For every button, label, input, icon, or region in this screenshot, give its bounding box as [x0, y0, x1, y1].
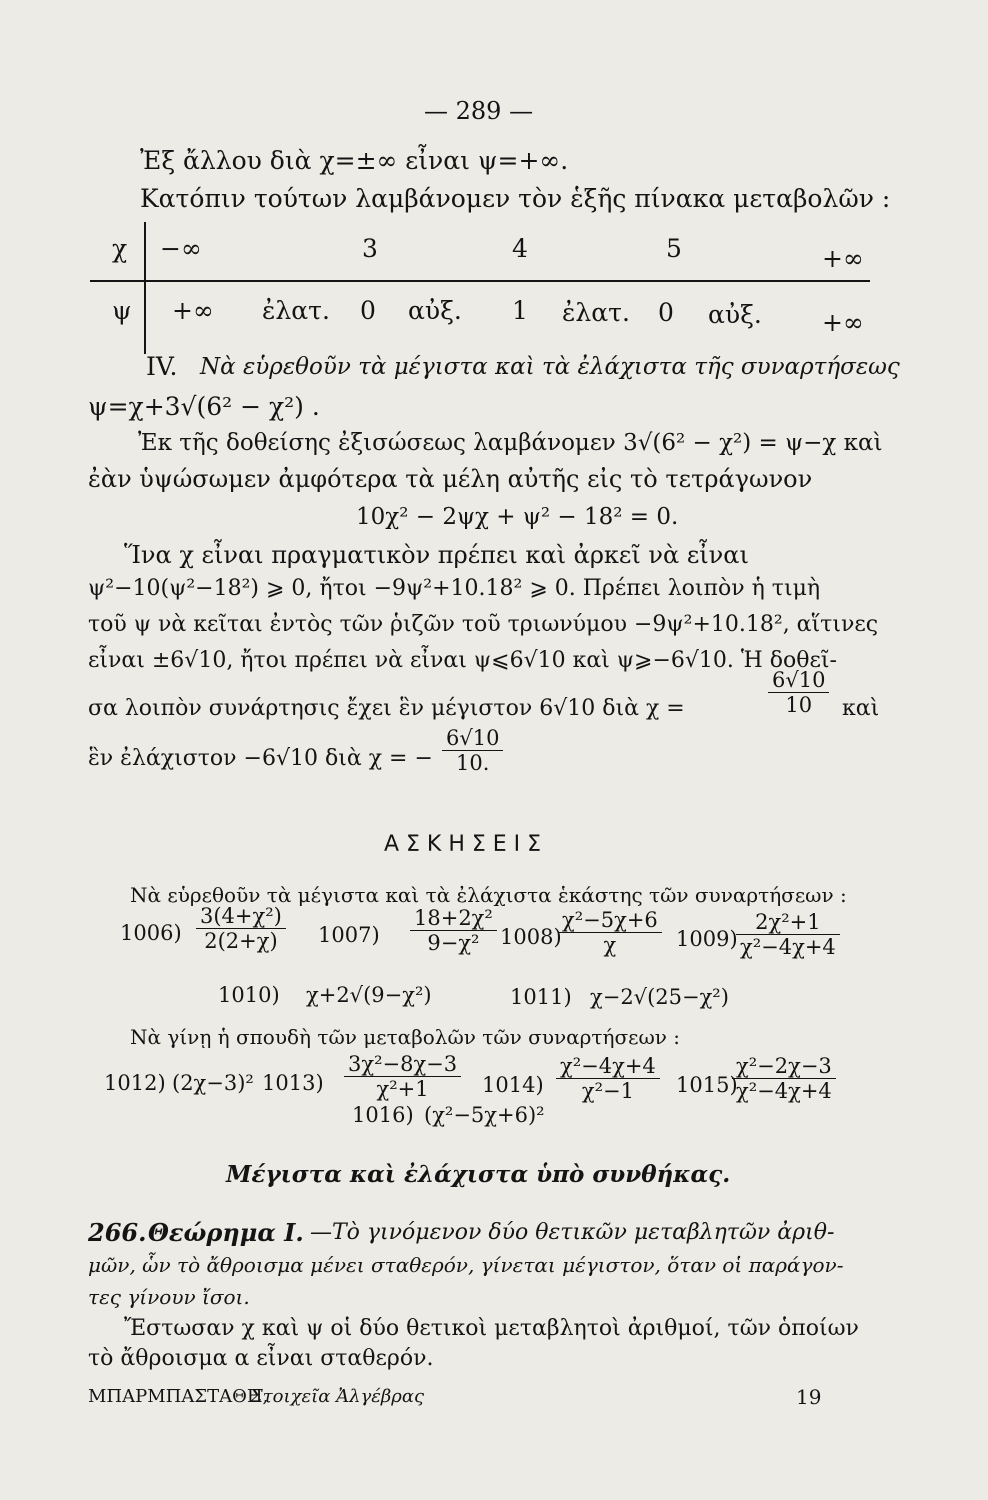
table-row-psi-cell: 0 [360, 296, 376, 325]
fraction-denominator: 9−χ² [427, 931, 480, 955]
table-row-x-label: χ [112, 234, 128, 263]
table-row-x-cell: 3 [362, 234, 378, 263]
exercise-1013 [344, 1052, 461, 1101]
footer-book-title: Στοιχεῖα Ἀλγέβρας [250, 1386, 425, 1407]
exercise-1012: (2χ−3)² [172, 1071, 254, 1095]
table-row-psi-cell: 1 [512, 296, 528, 325]
table-row-psi-cell: 0 [658, 298, 674, 327]
exercise-1008 [558, 908, 662, 957]
theorem-statement: μῶν, ὧν τὸ ἄθροισμα μένει σταθερόν, γίνεται μέγιστον, ὅταν οἱ παράγον- [88, 1253, 844, 1277]
fraction-denominator: 10. [456, 751, 490, 775]
theorem-statement: τες γίνουν ἴσοι. [88, 1285, 250, 1309]
table-row-x-cell: 4 [512, 234, 528, 263]
exercise-label: 1009) [676, 927, 738, 951]
fraction-denominator: χ²−4χ+4 [736, 1079, 832, 1103]
table-row-psi-cell: αὐξ. [408, 296, 462, 325]
table-horizontal-rule [90, 280, 870, 282]
section-iv-line: ψ²−10(ψ²−18²) ⩾ 0, ἤτοι −9ψ²+10.18² ⩾ 0. Πρέπει λοιπὸν ἡ τιμὴ [88, 576, 821, 601]
fraction-denominator: χ²−1 [581, 1079, 634, 1103]
section-iv-line: σα λοιπὸν συνάρτησις ἔχει ἓν μέγιστον 6√10 διὰ χ = [88, 696, 685, 721]
fraction-numerator: 6√10 [768, 668, 829, 693]
table-row-x-cell: +∞ [822, 244, 864, 273]
section-iv-line: Ἵνα χ εἶναι πραγματικὸν πρέπει καὶ ἀρκεῖ νὰ εἶναι [124, 541, 749, 569]
exercise-1014 [556, 1054, 660, 1103]
exercise-label: 1011) [510, 985, 572, 1009]
exercise-label: 1013) [262, 1071, 324, 1095]
exercise-label: 1014) [482, 1073, 544, 1097]
exercise-label: 1006) [120, 921, 182, 945]
table-row-x-cell: −∞ [160, 234, 202, 263]
exercise-1010: χ+2√(9−χ²) [306, 983, 432, 1007]
fraction-max-point [768, 668, 829, 717]
exercise-label: 1012) [104, 1071, 166, 1095]
exercises-intro: Νὰ εὑρεθοῦν τὰ μέγιστα καὶ τὰ ἐλάχιστα ἑκάστης τῶν συναρτήσεων : [130, 883, 847, 907]
table-row-psi-cell: +∞ [172, 296, 214, 325]
fraction-numerator: 3(4+χ²) [196, 904, 286, 929]
exercise-label: 1015) [676, 1073, 738, 1097]
fraction-numerator: 18+2χ² [410, 906, 497, 931]
fraction-denominator: 2(2+χ) [204, 929, 278, 953]
section-iv-line: εἶναι ±6√10, ἤτοι πρέπει νὰ εἶναι ψ⩽6√10 καὶ ψ⩾−6√10. Ἡ δοθεῖ- [88, 648, 837, 673]
section-iv-line: ἓν ἐλάχιστον −6√10 διὰ χ = − [88, 746, 433, 771]
theorem-body: Ἔστωσαν χ καὶ ψ οἱ δύο θετικοὶ μεταβλητοὶ ἀριθμοί, τῶν ὁποίων [124, 1316, 859, 1341]
fraction-numerator: χ²−4χ+4 [556, 1054, 660, 1079]
section-iv-line: καὶ [842, 696, 880, 721]
fraction-denominator: χ²+1 [376, 1077, 429, 1101]
footer-author: ΜΠΑΡΜΠΑΣΤΑΘΗ, [88, 1386, 269, 1407]
section-iv-line: Ἐκ τῆς δοθείσης ἐξισώσεως λαμβάνομεν 3√(6² − χ²) = ψ−χ καὶ [138, 430, 883, 456]
exercise-label: 1008) [500, 925, 562, 949]
exercise-1011: χ−2√(25−χ²) [590, 985, 729, 1009]
fraction-numerator: χ²−2χ−3 [732, 1054, 836, 1079]
section-heading: Μέγιστα καὶ ἐλάχιστα ὑπὸ συνθήκας. [226, 1161, 731, 1188]
section-iv-title: Νὰ εὑρεθοῦν τὰ μέγιστα καὶ τὰ ἐλάχιστα τῆς συναρτήσεως [200, 354, 900, 380]
fraction-numerator: χ²−5χ+6 [558, 908, 662, 933]
table-row-psi-label: ψ [112, 296, 132, 325]
table-row-x-cell: 5 [666, 234, 682, 263]
section-iv-number: IV. [146, 352, 178, 381]
fraction-numerator: 6√10 [442, 726, 503, 751]
theorem-body: τὸ ἄθροισμα α εἶναι σταθερόν. [88, 1346, 434, 1371]
table-intro-line-2: Κατόπιν τούτων λαμβάνομεν τὸν ἑξῆς πίνακα μεταβολῶν : [140, 184, 891, 213]
exercise-label: 1016) [352, 1103, 414, 1127]
exercise-1006 [196, 904, 286, 953]
table-vertical-rule [144, 222, 146, 354]
section-iv-function: ψ=χ+3√(6² − χ²) . [88, 392, 320, 421]
section-iv-line: ἐὰν ὑψώσωμεν ἀμφότερα τὰ μέλη αὐτῆς εἰς τὸ τετράγωνον [88, 465, 813, 493]
fraction-denominator: χ [603, 933, 617, 957]
exercise-1016: (χ²−5χ+6)² [424, 1103, 545, 1127]
exercise-label: 1007) [318, 923, 380, 947]
footer-sheet-number: 19 [796, 1385, 822, 1409]
exercise-1015 [732, 1054, 836, 1103]
theorem-label: Θεώρημα I. [148, 1218, 304, 1247]
table-row-psi-cell: ἐλατ. [562, 298, 630, 327]
page-number: — 289 — [424, 97, 534, 125]
section-iv-equation: 10χ² − 2ψχ + ψ² − 18² = 0. [356, 504, 679, 530]
theorem-number: 266. [88, 1218, 147, 1247]
exercise-1007 [410, 906, 497, 955]
fraction-denominator: 10 [785, 693, 813, 717]
theorem-statement: —Τὸ γινόμενον δύο θετικῶν μεταβλητῶν ἀριθ- [310, 1220, 835, 1245]
fraction-numerator: 3χ²−8χ−3 [344, 1052, 461, 1077]
exercise-1009 [736, 910, 840, 959]
table-row-psi-cell: αὐξ. [708, 300, 762, 329]
table-intro-line-1: Ἐξ ἄλλου διὰ χ=±∞ εἶναι ψ=+∞. [140, 146, 569, 175]
fraction-denominator: χ²−4χ+4 [740, 935, 836, 959]
table-row-psi-cell: ἐλατ. [262, 296, 330, 325]
section-iv-line: τοῦ ψ νὰ κεῖται ἐντὸς τῶν ῥιζῶν τοῦ τριωνύμου −9ψ²+10.18², αἵτινες [88, 612, 879, 637]
exercises-heading: Α Σ Κ Η Σ Ε Ι Σ [384, 832, 542, 857]
table-row-psi-cell: +∞ [822, 308, 864, 337]
exercise-label: 1010) [218, 983, 280, 1007]
fraction-min-point [442, 726, 503, 775]
exercises-intro: Νὰ γίνῃ ἡ σπουδὴ τῶν μεταβολῶν τῶν συναρτήσεων : [130, 1025, 681, 1049]
fraction-numerator: 2χ²+1 [736, 910, 840, 935]
